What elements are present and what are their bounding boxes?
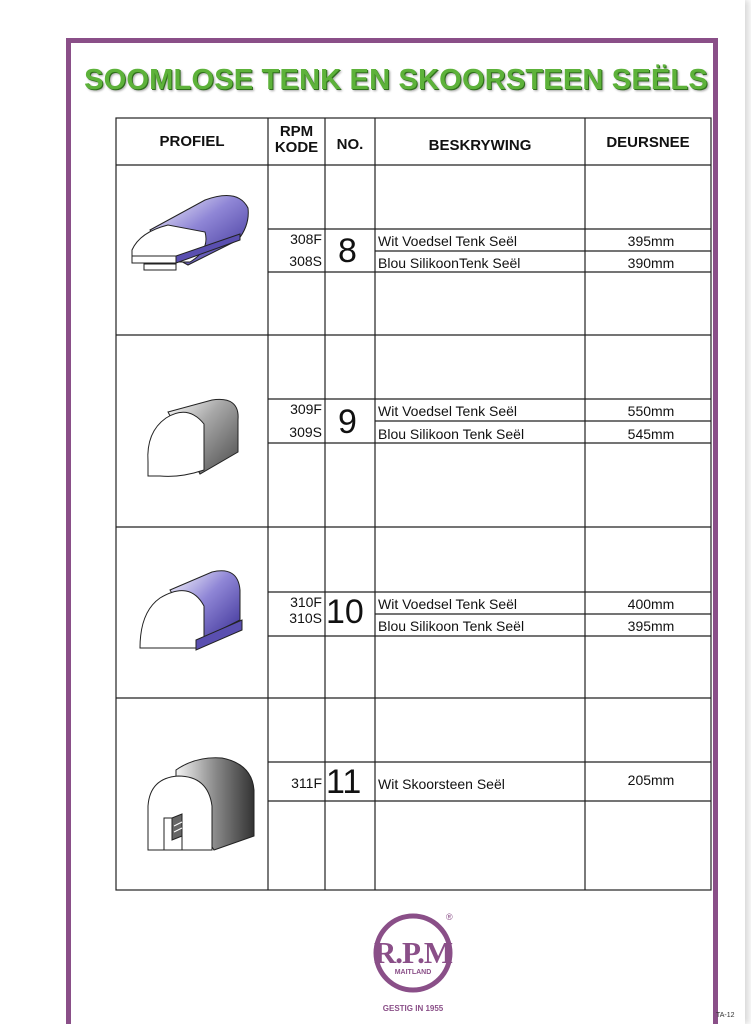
- description-cell: Blou SilikoonTenk Seël: [378, 255, 521, 271]
- description-cell: Wit Voedsel Tenk Seël: [378, 596, 518, 612]
- header-deursnee: DEURSNEE: [606, 134, 690, 151]
- d-seal-profile-icon: [140, 571, 242, 650]
- description-cell: Wit Skoorsteen Seël: [378, 776, 505, 792]
- code-cell: 309F: [290, 401, 322, 417]
- logo-letters: R.P.M: [373, 935, 453, 970]
- page-code: TA-12: [716, 1012, 735, 1019]
- header-beskrywing: BESKRYWING: [428, 137, 532, 154]
- row-number: 8: [338, 232, 357, 270]
- flat-base-seal-profile-icon: [132, 196, 248, 271]
- page-title: SOOMLOSE TENK EN SKOORSTEEN SEËLS: [84, 64, 708, 96]
- diameter-cell: 400mm: [627, 596, 675, 612]
- row-number: 9: [338, 403, 357, 441]
- header-rpm: RPM: [279, 123, 314, 140]
- diameter-cell: 205mm: [627, 772, 675, 788]
- registered-mark: ®: [446, 912, 453, 922]
- diameter-cell: 545mm: [627, 426, 675, 442]
- arch-seal-profile-icon: [148, 758, 254, 850]
- description-cell: Blou Silikoon Tenk Seël: [378, 618, 525, 634]
- code-cell: 310F: [290, 594, 322, 610]
- description-cell: Wit Voedsel Tenk Seël: [378, 233, 518, 249]
- header-no: NO.: [336, 136, 364, 153]
- diameter-cell: 390mm: [627, 255, 675, 271]
- code-cell: 308S: [289, 253, 322, 269]
- description-cell: Wit Voedsel Tenk Seël: [378, 403, 518, 419]
- established-text: GESTIG IN 1955: [382, 1004, 444, 1013]
- header-kode: KODE: [274, 139, 319, 156]
- row-number: 10: [326, 593, 364, 631]
- logo-name: MAITLAND: [394, 969, 432, 976]
- diameter-cell: 395mm: [627, 618, 675, 634]
- description-cell: Blou Silikoon Tenk Seël: [378, 426, 525, 442]
- code-cell: 308F: [290, 231, 322, 247]
- diameter-cell: 550mm: [627, 403, 675, 419]
- round-seal-profile-icon: [148, 399, 238, 476]
- code-cell: 310S: [289, 610, 322, 626]
- code-cell: 311F: [291, 775, 322, 791]
- code-cell: 309S: [289, 424, 322, 440]
- header-profiel: PROFIEL: [159, 133, 225, 150]
- diameter-cell: 395mm: [627, 233, 675, 249]
- row-number: 11: [326, 763, 362, 801]
